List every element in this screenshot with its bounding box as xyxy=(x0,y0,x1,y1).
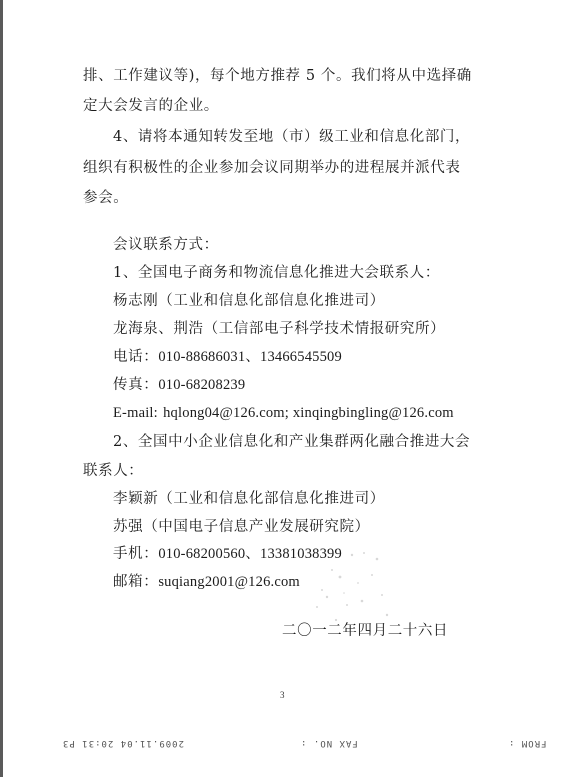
contact2-person2: 苏强（中国电子信息产业发展研究院） xyxy=(113,519,370,535)
mail-label: 邮箱： xyxy=(113,574,159,590)
fax-label: 传真： xyxy=(113,377,159,393)
fax-from-label: FROM : xyxy=(508,738,547,748)
page-number: 3 xyxy=(280,690,285,700)
contact2-title-cont: 联系人： xyxy=(83,463,144,479)
contact2-title: 2、全国中小企业信息化和产业集群两化融合推进大会 xyxy=(113,434,471,450)
mail-value: suqiang2001@126.com xyxy=(158,574,300,590)
contact1-person2: 龙海泉、荆浩（工信部电子科学技术情报研究所） xyxy=(113,321,446,337)
phone-label: 电话： xyxy=(113,349,159,365)
contact1-title: 1、全国电子商务和物流信息化推进大会联系人： xyxy=(113,265,440,281)
contact1-email xyxy=(113,404,454,422)
paragraph-line: 参会。 xyxy=(83,190,129,206)
fax-time-stamp: 2009.11.04 20:31 P3 xyxy=(62,738,184,748)
document-date: 二〇一二年四月二十六日 xyxy=(282,623,449,639)
scan-edge xyxy=(0,0,3,777)
contact1-fax xyxy=(113,376,245,394)
fax-number-label: FAX NO. : xyxy=(300,738,358,748)
email-value: hqlong04@126.com; xinqingbingling@126.com xyxy=(163,405,454,421)
paragraph-line: 排、工作建议等)，每个地方推荐 5 个。我们将从中选择确 xyxy=(83,68,472,84)
phone-value: 010-88686031、13466545509 xyxy=(158,349,342,365)
contact-heading: 会议联系方式： xyxy=(113,237,219,253)
contact2-mail xyxy=(113,573,300,591)
paragraph-line: 4、请将本通知转发至地（市）级工业和信息化部门， xyxy=(113,129,471,145)
paragraph-line: 定大会发言的企业。 xyxy=(83,98,219,114)
email-label: E-mail: xyxy=(113,405,158,421)
mobile-value: 010-68200560、13381038399 xyxy=(158,546,342,562)
mobile-label: 手机： xyxy=(113,546,159,562)
contact2-person1: 李颖新（工业和信息化部信息化推进司） xyxy=(113,491,385,507)
paragraph-line: 组织有积极性的企业参加会议同期举办的进程展并派代表 xyxy=(83,160,461,176)
contact1-phone xyxy=(113,348,342,366)
contact1-person1: 杨志刚（工业和信息化部信息化推进司） xyxy=(113,293,385,309)
fax-value: 010-68208239 xyxy=(158,377,246,393)
